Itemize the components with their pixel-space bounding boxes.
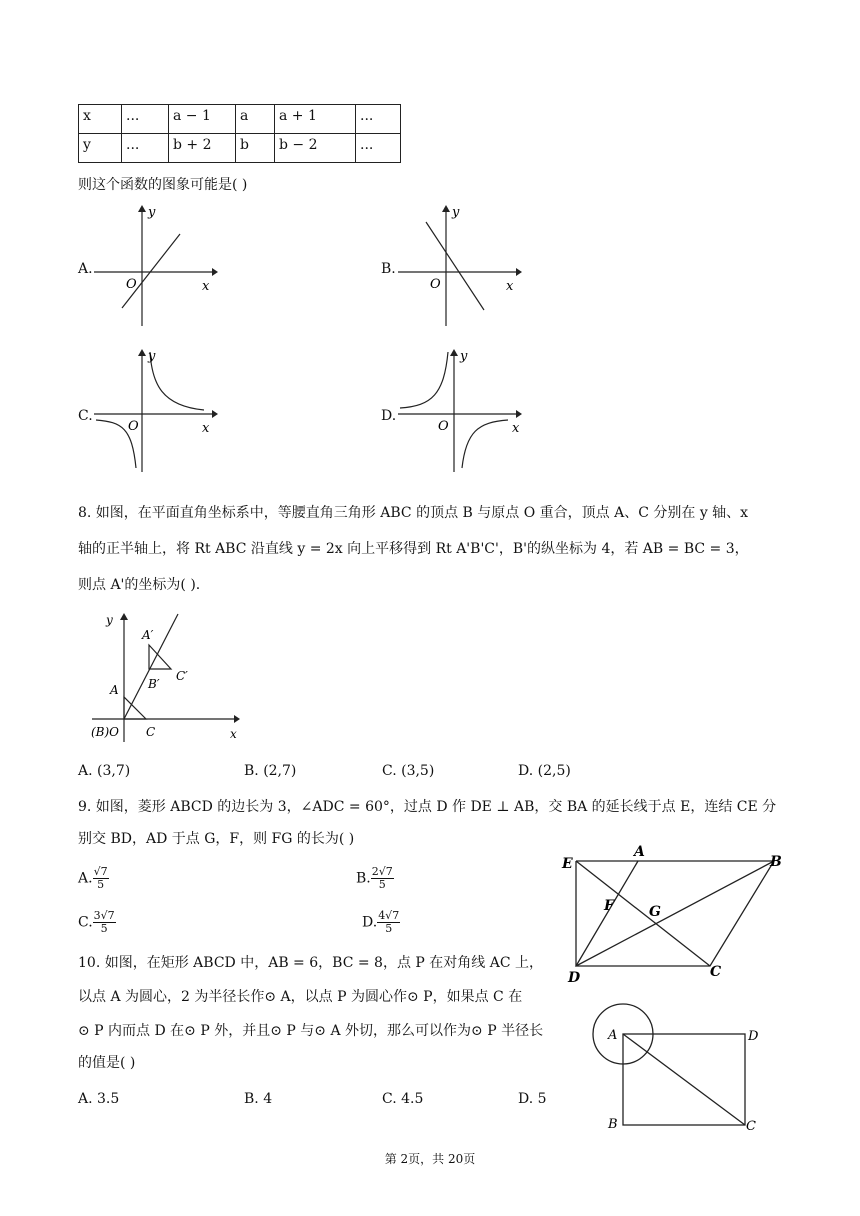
x-axis-label: x [202,421,210,436]
q9-option-d-fraction [377,910,400,935]
q8-figure [88,608,248,748]
table-cell: b + 2 [169,134,236,163]
numerator: √7 [93,865,108,878]
table-cell: x [79,105,122,134]
point-d-label: D [568,970,581,986]
q10-line-1: 10. 如图，在矩形 ABCD 中，AB = 6，BC = 8，点 P 在对角线 AC 上， [78,955,543,971]
page-footer: 第 2页，共 20页 [384,1152,476,1166]
origin-label: O [438,419,449,434]
point-c-label: C [146,725,156,739]
x-axis-label: x [512,421,520,436]
q10-option-b: B. 4 [244,1091,273,1107]
numerator: 2√7 [371,865,393,878]
q10-line-4: 的值是( ) [78,1055,136,1071]
table-row [79,105,401,134]
q7-option-c-label: C. [78,408,93,424]
q9-option-a-prefix: A. [78,870,93,887]
q9-option-c-fraction [93,910,116,935]
y-axis-label: y [460,349,468,364]
origin-label: O [128,419,139,434]
y-axis-label: y [148,205,156,220]
table-cell: ... [356,105,401,134]
point-b-prime-label: B′ [148,677,160,691]
point-f-label: F [604,898,614,914]
q7-option-b-label: B. [381,261,396,277]
point-g-label: G [649,904,661,920]
q9-option-c [78,910,116,935]
point-b-label: B [608,1117,618,1132]
q10-option-d: D. 5 [518,1091,547,1107]
x-axis-label: x [506,279,514,294]
y-axis-label: y [452,205,460,220]
value-table [78,104,401,163]
table-cell: b [236,134,275,163]
point-b-label: B [770,854,782,870]
q10-option-c: C. 4.5 [382,1091,424,1107]
point-a-label: A [634,844,645,860]
q7-stem: 则这个函数的图象可能是( ) [78,177,248,193]
table-row [79,134,401,163]
table-cell: ... [122,134,169,163]
q9-option-d-prefix: D. [362,914,378,931]
q10-line-2: 以点 A 为圆心，2 为半径长作⊙ A，以点 P 为圆心作⊙ P，如果点 C 在 [78,989,523,1005]
q8-line-1: 8. 如图，在平面直角坐标系中，等腰直角三角形 ABC 的顶点 B 与原点 O 重合，顶点 A、C 分别在 y 轴、x [78,505,749,521]
q7-option-a-label: A. [78,261,93,277]
x-axis-label: x [230,727,237,741]
origin-label: O [430,277,441,292]
q8-option-a: A. (3,7) [78,763,131,779]
point-a-label: A [110,683,119,697]
q9-option-d [362,910,400,935]
y-axis-label: y [106,613,113,627]
q7-graph-d [396,344,526,474]
q8-option-c: C. (3,5) [382,763,435,779]
table-cell: y [79,134,122,163]
denominator: 5 [378,878,386,891]
q9-figure [556,840,796,986]
table-cell: a [236,105,275,134]
origin-label: O [126,277,137,292]
denominator: 5 [97,878,105,891]
q7-option-d-label: D. [381,408,397,424]
q9-line-1: 9. 如图，菱形 ABCD 的边长为 3，∠ADC = 60°，过点 D 作 DE ⊥ AB，交 BA 的延长线于点 E，连结 CE 分 [78,799,777,815]
q9-option-b-fraction [371,866,394,891]
point-c-label: C [746,1119,756,1134]
numerator: 4√7 [378,909,400,922]
denominator: 5 [100,922,108,935]
point-e-label: E [562,856,573,872]
q10-figure [588,996,768,1136]
table-cell: ... [122,105,169,134]
q7-graph-b [396,200,526,330]
point-a-prime-label: A′ [142,628,154,642]
q9-option-c-prefix: C. [78,914,93,931]
q10-line-3: ⊙ P 内而点 D 在⊙ P 外，并且⊙ P 与⊙ A 外切，那么可以作为⊙ P 半径长 [78,1023,544,1039]
denominator: 5 [385,922,393,935]
q9-option-a [78,866,109,891]
q9-option-b [356,866,394,891]
point-a-label: A [608,1028,618,1043]
q9-option-b-prefix: B. [356,870,371,887]
q9-option-a-fraction [93,866,109,891]
table-cell: a − 1 [169,105,236,134]
point-c-label: C [710,964,722,980]
q8-option-b: B. (2,7) [244,763,297,779]
q7-graph-c [92,344,222,474]
q8-line-3: 则点 A'的坐标为( ). [78,577,201,593]
origin-b-label: (B)O [91,725,120,739]
q8-line-2: 轴的正半轴上，将 Rt ABC 沿直线 y = 2x 向上平移得到 Rt A'B'C'，B'的纵坐标为 4，若 AB = BC = 3， [78,541,749,557]
x-axis-label: x [202,279,210,294]
q9-line-2: 别交 BD，AD 于点 G，F，则 FG 的长为( ) [78,831,355,847]
table-cell: ... [356,134,401,163]
point-d-label: D [748,1029,759,1044]
table-cell: a + 1 [275,105,356,134]
q10-option-a: A. 3.5 [78,1091,120,1107]
q7-graph-a [92,200,222,330]
y-axis-label: y [148,349,156,364]
numerator: 3√7 [93,909,115,922]
table-cell: b − 2 [275,134,356,163]
point-c-prime-label: C′ [176,669,188,683]
q8-option-d: D. (2,5) [518,763,571,779]
